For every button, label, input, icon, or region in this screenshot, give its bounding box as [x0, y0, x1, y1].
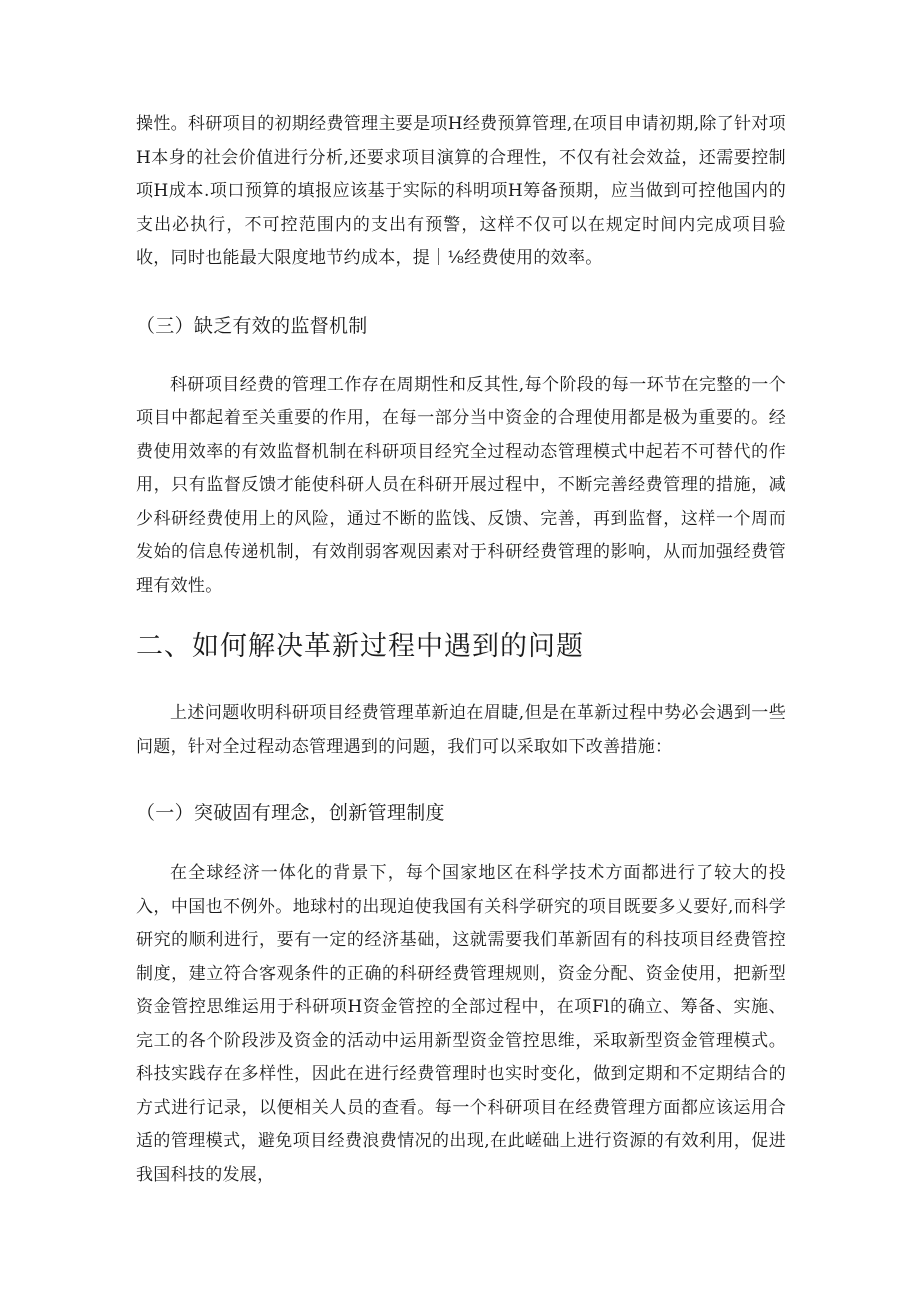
section-heading-3: （一）突破固有理念，创新管理制度 — [136, 802, 445, 824]
body-paragraph: 科研项目经费的管理工作存在周期性和反其性,每个阶段的每一环节在完整的一个项目中都起着至关重要的作用，在每一部分当中资金的合理使用都是极为重要的。经费使用效率的有效监督机制在科研项目经究全过程动态管理模式中起若不可替代的作用，只有监督反馈才能使科研人员在科研开展过程中，不断完善经费管理的措施，减少科研经费使用上的风险，通过不断的监饯、反馈、完善，再到监督，这样一个周而发始的信息传递机制，有效削弱客观因素对于科研经费管理的影响，从而加强经费管理有效性。 — [136, 374, 786, 596]
body-paragraph: 操性。科研项目的初期经费管理主要是项H经费预算管理,在项目申请初期,除了针对项H本身的社会价值进行分析,还要求项目演算的合理性，不仅有社会效益，还需要控制项H成本.项口预算的填报应该基于实际的科明项H筹备预期，应当做到可控他国内的支出必执行，不可控范围内的支出有预警，这样不仅可以在规定时间内完成项目验收，同时也能最大限度地节约成本，提｜⅛经费使用的效率。 — [136, 114, 786, 268]
section-heading-3: （三）缺乏有效的监督机制 — [136, 314, 368, 337]
body-paragraph: 在全球经济一体化的背景下，每个国家地区在科学技术方面都进行了较大的投入，中国也不例外。地球村的出现迫使我国有关科学研究的项目既要多乂要好,而科学研究的顺利进行，要有一定的经济基础，这就需要我们革新固有的科技项目经费管控制度，建立符合客观条件的正确的科研经费管理规则，资金分配、资金使用，把新型资金管控思维运用于科研项H资金管控的全部过程中，在项Fl的确立、筹备、实施、完工的各个阶段涉及资金的活动中运用新型资金管控思维，采取新型资金管理模式。科技实践存在多样性，因此在进行经费管理时也实时变化，做到定期和不定期结合的方式进行记录，以便相关人员的查看。每一个科研项目在经费管理方面都应该运用合适的管理模式，避免项目经费浪费情况的出现,在此嵯础上进行资源的有效利用，促进我国科技的发展， — [136, 863, 786, 1185]
body-paragraph: 上述问题收明科研项目经费管理革新迫在眉睫,但是在革新过程中势必会遇到一些问题，针对全过程动态管理遇到的问题，我们可以采取如下改善措施： — [136, 703, 786, 757]
section-heading-2: 二、如何解决革新过程中遇到的问题 — [136, 631, 584, 662]
